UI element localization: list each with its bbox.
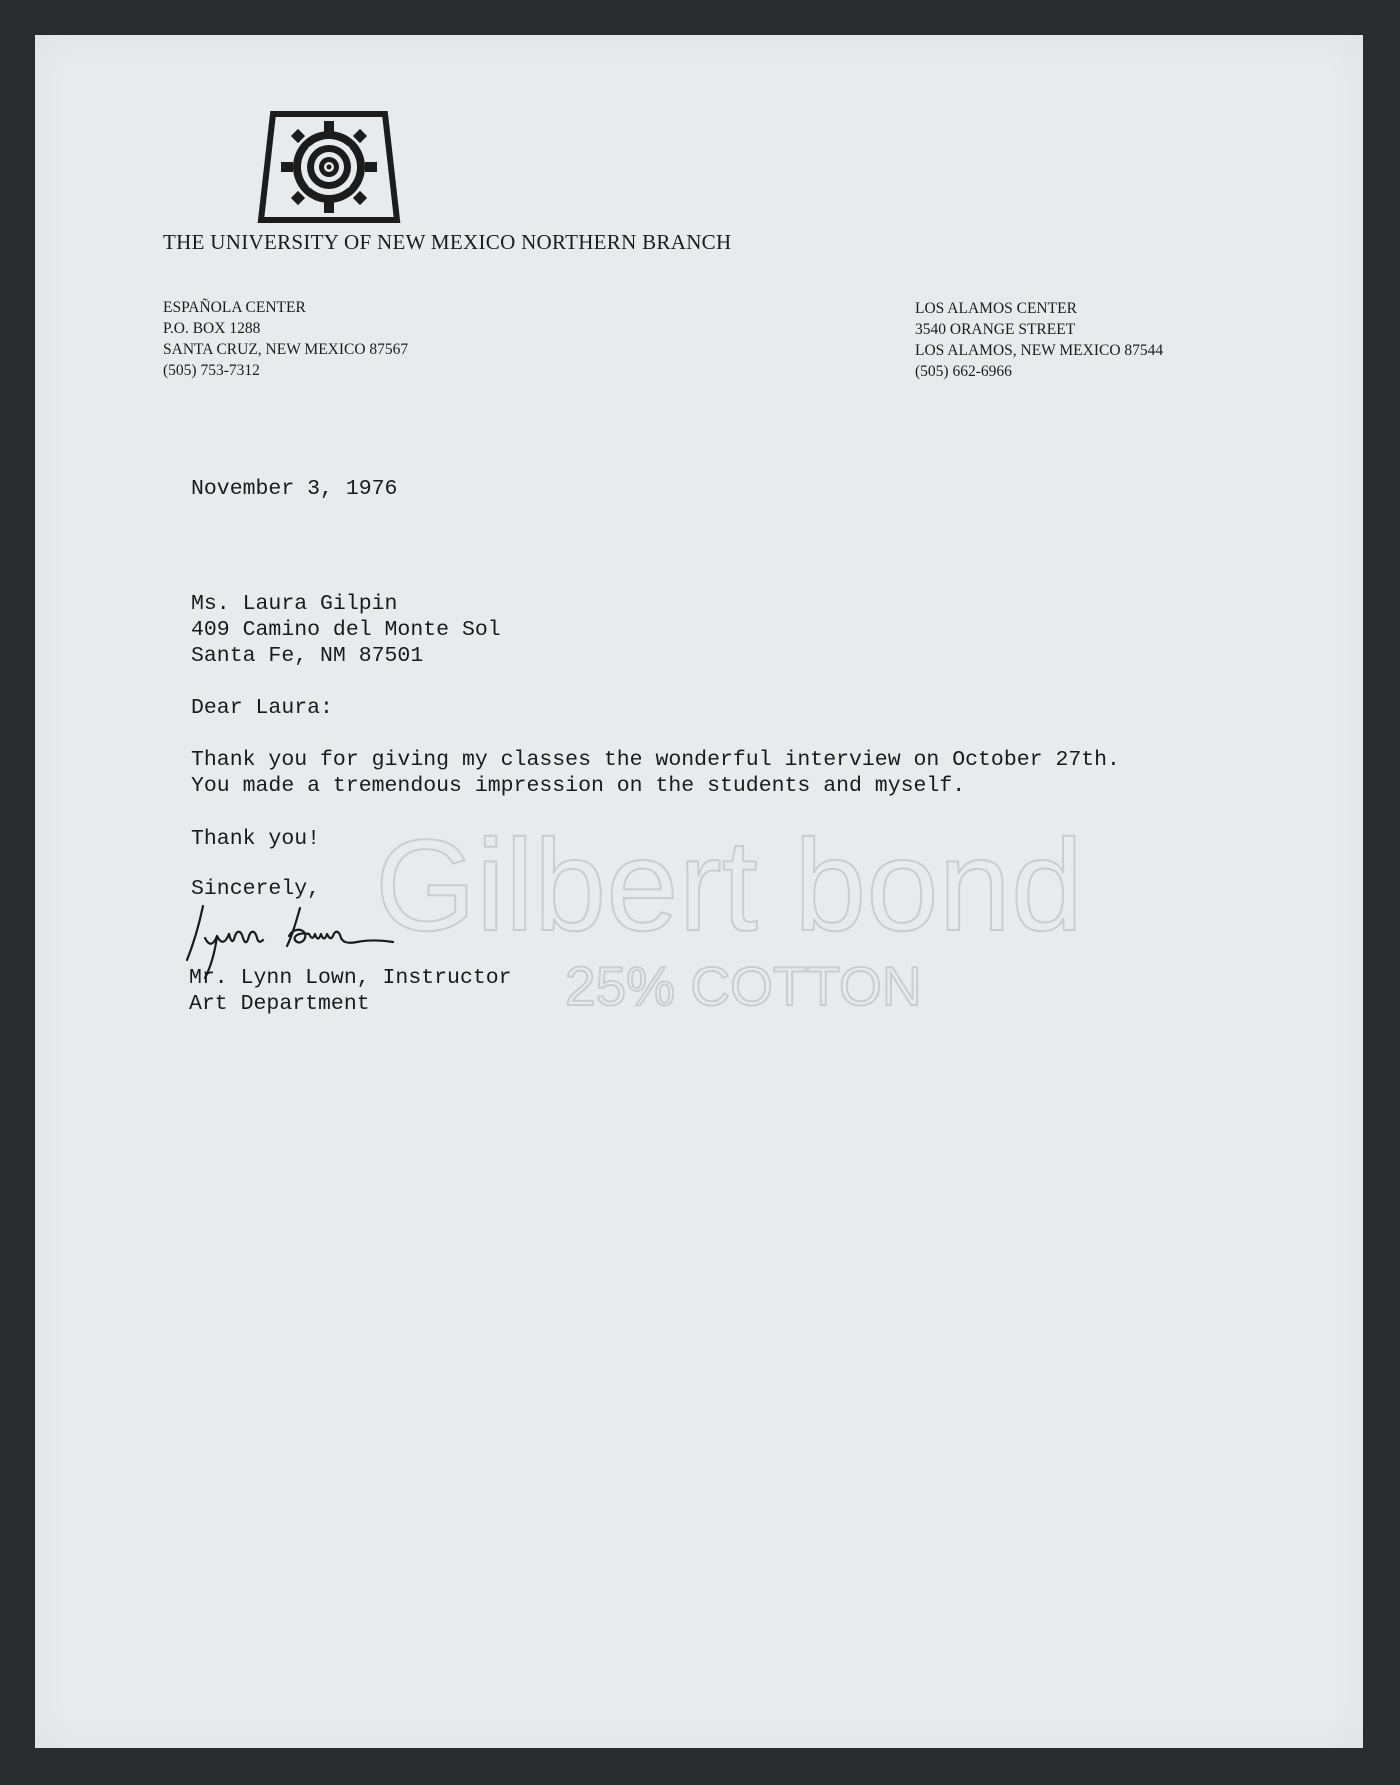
center-city: SANTA CRUZ, NEW MEXICO 87567 <box>163 341 409 358</box>
center-name: LOS ALAMOS CENTER <box>915 300 1077 317</box>
center-street: 3540 ORANGE STREET <box>915 321 1076 338</box>
espanola-center-address <box>163 297 408 381</box>
center-phone: (505) 753-7312 <box>163 362 260 379</box>
center-name: ESPAÑOLA CENTER <box>163 299 306 316</box>
signer-department: Art Department <box>189 992 370 1016</box>
center-po-box: P.O. BOX 1288 <box>163 320 261 337</box>
letter-page <box>35 35 1363 1748</box>
letter-date: November 3, 1976 <box>191 477 398 501</box>
recipient-address <box>191 591 501 669</box>
body-line: You made a tremendous impression on the students and myself. <box>191 774 966 798</box>
los-alamos-center-address <box>915 298 1163 382</box>
signer-name: Mr. Lynn Lown, Instructor <box>189 966 512 990</box>
sun-emblem-icon <box>255 110 405 225</box>
letter-body <box>191 747 1120 799</box>
center-phone: (505) 662-6966 <box>915 363 1012 380</box>
closing-thanks: Thank you! <box>191 827 321 851</box>
recipient-city: Santa Fe, NM 87501 <box>191 644 424 668</box>
signature-block <box>189 965 512 1017</box>
svg-text:Gilbert bond: Gilbert bond <box>375 812 1084 958</box>
institution-name: THE UNIVERSITY OF NEW MEXICO NORTHERN BRANCH <box>163 230 732 254</box>
closing-sincerely: Sincerely, <box>191 877 321 901</box>
body-line: Thank you for giving my classes the wonderful interview on October 27th. <box>191 748 1120 772</box>
svg-text:25% COTTON: 25% COTTON <box>565 955 922 1017</box>
recipient-street: 409 Camino del Monte Sol <box>191 618 501 642</box>
center-city: LOS ALAMOS, NEW MEXICO 87544 <box>915 342 1164 359</box>
salutation: Dear Laura: <box>191 696 333 720</box>
recipient-name: Ms. Laura Gilpin <box>191 592 398 616</box>
